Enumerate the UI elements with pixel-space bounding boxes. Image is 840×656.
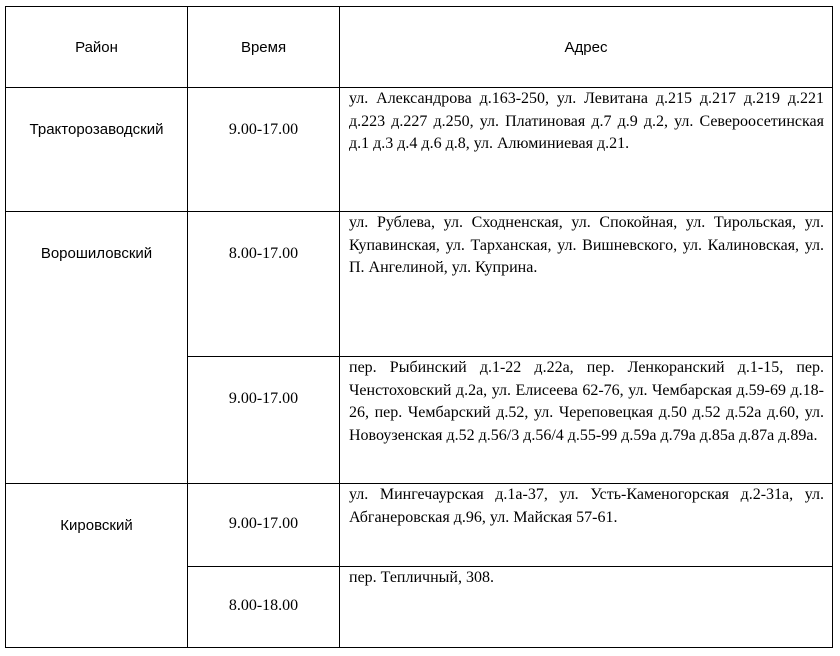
time-cell: 8.00-18.00 [188, 567, 340, 648]
table-row [6, 484, 833, 567]
header-time: Время [188, 7, 340, 88]
header-row [6, 7, 833, 88]
time-cell: 8.00-17.00 [188, 212, 340, 357]
district-cell: Тракторозаводский [6, 88, 188, 212]
district-cell: Ворошиловский [6, 212, 188, 484]
district-cell: Кировский [6, 484, 188, 648]
address-cell: ул. Мингечаурская д.1а-37, ул. Усть-Каменогорская д.2-31а, ул. Абганеровская д.96, ул. Майская 57-61. [340, 484, 833, 567]
address-cell: пер. Рыбинский д.1-22 д.22а, пер. Ленкоранский д.1-15, пер. Ченстоховский д.2а, ул. Елисеева 62-76, ул. Чембарская д.59-69 д.18-26, пер. Чембарский д.52, ул. Череповецкая д.50 д.52 д.52а д.60, ул. Новоузенская д.52 д.56/3 д.56/4 д.55-99 д.59а д.79а д.85а д.87а д.89а. [340, 357, 833, 484]
address-cell: ул. Рублева, ул. Сходненская, ул. Спокойная, ул. Тирольская, ул. Купавинская, ул. Тарханская, ул. Вишневского, ул. Калиновская, ул. П. Ангелиной, ул. Куприна. [340, 212, 833, 357]
address-cell: пер. Тепличный, 308. [340, 567, 833, 648]
table-row [6, 88, 833, 212]
table-row [6, 212, 833, 357]
time-cell: 9.00-17.00 [188, 88, 340, 212]
address-cell: ул. Александрова д.163-250, ул. Левитана д.215 д.217 д.219 д.221 д.223 д.227 д.250, ул. Платиновая д.7 д.9 д.2, ул. Североосетинская д.1 д.3 д.4 д.6 д.8, ул. Алюминиевая д.21. [340, 88, 833, 212]
time-cell: 9.00-17.00 [188, 484, 340, 567]
header-district: Район [6, 7, 188, 88]
header-address: Адрес [340, 7, 833, 88]
schedule-table [5, 6, 833, 648]
time-cell: 9.00-17.00 [188, 357, 340, 484]
